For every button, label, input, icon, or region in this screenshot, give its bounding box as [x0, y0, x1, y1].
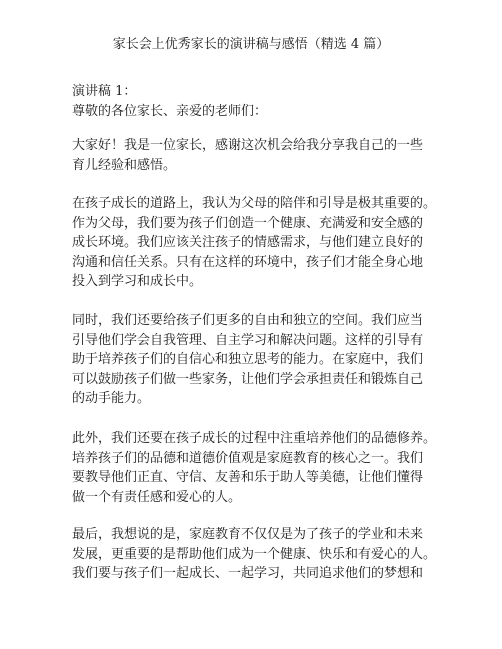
paragraph-line: 此外，我们还要在孩子成长的过程中注重培养他们的品德修养。 — [72, 431, 437, 446]
paragraph-line: 育儿经验和感悟。 — [72, 157, 177, 173]
paragraph-line: 成长环境。我们应该关注孩子的情感需求，与他们建立良好的 — [72, 235, 424, 250]
paragraph-line: 我们要与孩子们一起成长、一起学习，共同追求他们的梦想和 — [72, 566, 424, 581]
speech-heading — [72, 82, 442, 121]
paragraph-line: 要教导他们正直、守信、友善和乐于助人等美德，让他们懂得 — [72, 470, 424, 485]
paragraph-line: 同时，我们还要给孩子们更多的自由和独立的空间。我们应当 — [72, 313, 424, 328]
paragraph-2 — [72, 194, 442, 292]
paragraph-line: 做一个有责任感和爱心的人。 — [72, 489, 242, 505]
paragraph-line: 在孩子成长的道路上，我认为父母的陪伴和引导是极其重要的。 — [72, 196, 437, 211]
paragraph-line: 培养孩子们的品德和道德价值观是家庭教育的核心之一。我们 — [72, 450, 424, 466]
paragraph-line: 可以鼓励孩子们做一些家务，让他们学会承担责任和锻炼自己 — [72, 371, 424, 387]
paragraph-line: 发展，更重要的是帮助他们成为一个健康、快乐和有爱心的人。 — [72, 546, 437, 562]
document-title: 家长会上优秀家长的演讲稿与感悟（精选 4 篇） — [112, 37, 390, 52]
paragraph-line: 的动手能力。 — [72, 391, 151, 406]
paragraph-5 — [72, 525, 442, 584]
paragraph-line: 大家好！我是一位家长，感谢这次机会给我分享我自己的一些 — [72, 138, 424, 153]
paragraph-line: 投入到学习和成长中。 — [72, 274, 203, 289]
paragraph-4 — [72, 429, 442, 507]
paragraph-3 — [72, 311, 442, 409]
paragraph-line: 最后，我想说的是，家庭教育不仅仅是为了孩子的学业和未来 — [72, 527, 424, 542]
salutation: 尊敬的各位家长、亲爱的老师们： — [72, 103, 268, 119]
paragraph-line: 引导他们学会自我管理、自主学习和解决问题。这样的引导有 — [72, 332, 424, 348]
paragraph-line: 沟通和信任关系。只有在这样的环境中，孩子们才能全身心地 — [72, 254, 424, 270]
paragraph-line: 作为父母，我们要为孩子们创造一个健康、充满爱和安全感的 — [72, 215, 424, 231]
speech-heading-text: 演讲稿 1： — [72, 84, 137, 99]
paragraph-line: 助于培养孩子们的自信心和独立思考的能力。在家庭中，我们 — [72, 352, 424, 367]
paragraph-1 — [72, 136, 442, 175]
